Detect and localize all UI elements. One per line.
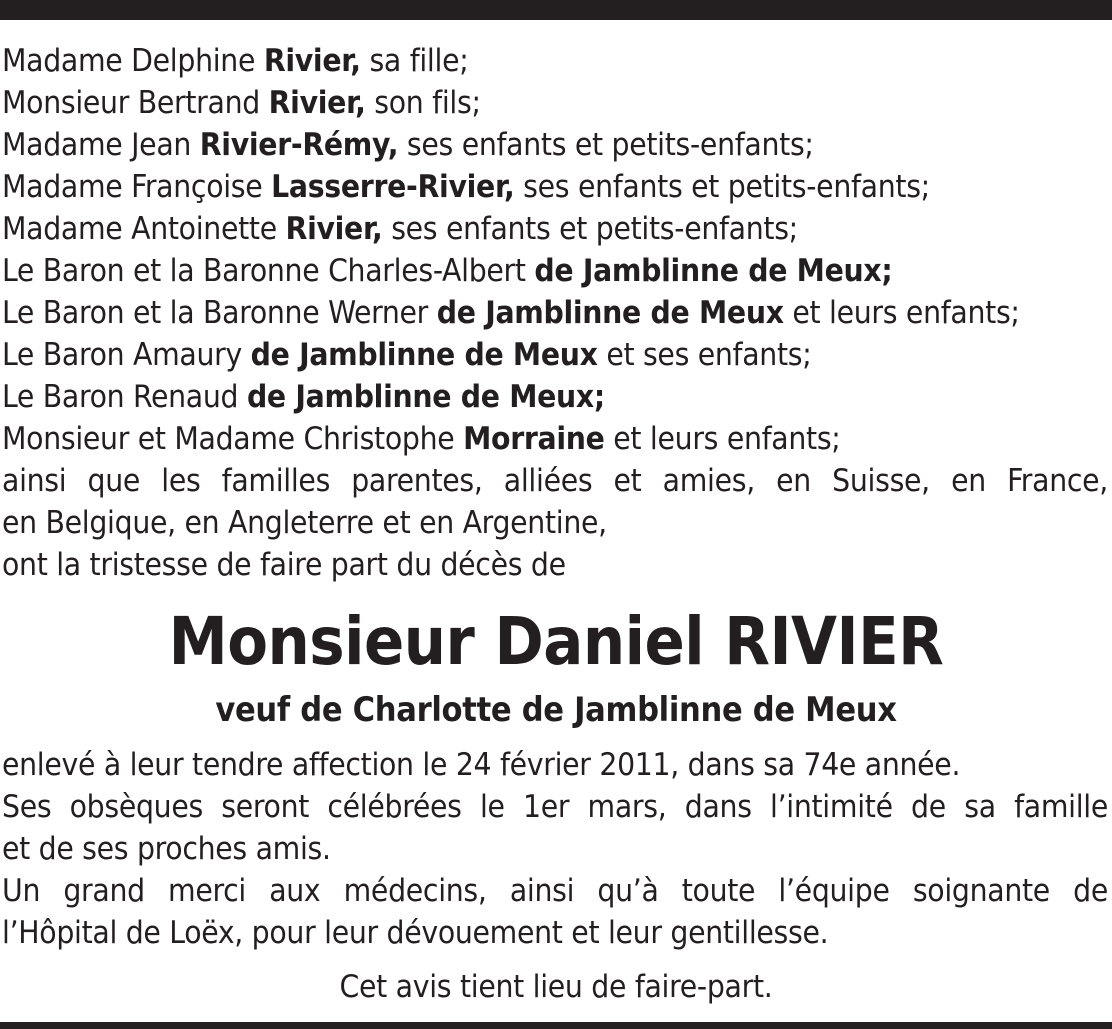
- notice-body: [2, 744, 1108, 954]
- family-name: Lasserre-Rivier,: [271, 169, 515, 205]
- family-line: Le Baron Amaury de Jamblinne de Meux et ses enfants;: [2, 337, 812, 373]
- family-name: Rivier,: [268, 85, 366, 121]
- family-line: Monsieur et Madame Christophe Morraine et leurs enfants;: [2, 421, 841, 457]
- family-line: Madame Antoinette Rivier, ses enfants et petits-enfants;: [2, 211, 798, 247]
- family-name: de Jamblinne de Meux: [250, 337, 598, 373]
- family-name: de Jamblinne de Meux: [436, 295, 784, 331]
- family-line: Le Baron et la Baronne Werner de Jamblinne de Meux et leurs enfants;: [2, 295, 1020, 331]
- family-line: Monsieur Bertrand Rivier, son fils;: [2, 85, 481, 121]
- body-line: Un grand merci aux médecins, ainsi qu’à toute l’équipe soignante de: [2, 873, 1108, 909]
- deceased-subtitle: veuf de Charlotte de Jamblinne de Meux: [215, 690, 897, 730]
- family-name: Rivier,: [263, 43, 361, 79]
- family-line: Madame Jean Rivier-Rémy, ses enfants et petits-enfants;: [2, 127, 814, 163]
- family-name: de Jamblinne de Meux;: [534, 253, 893, 289]
- deceased-name: Monsieur Daniel RIVIER: [168, 603, 944, 680]
- family-name: de Jamblinne de Meux;: [246, 379, 605, 415]
- family-line: Le Baron et la Baronne Charles-Albert de Jamblinne de Meux;: [2, 253, 893, 289]
- body-line: enlevé à leur tendre affection le 24 février 2011, dans sa 74e année.: [2, 747, 961, 783]
- family-name: Rivier,: [285, 211, 383, 247]
- intro-line: en Belgique, en Angleterre et en Argentine,: [2, 505, 607, 541]
- body-line: l’Hôpital de Loëx, pour leur dévouement et leur gentillesse.: [2, 915, 829, 951]
- bottom-rule: [0, 1022, 1112, 1029]
- family-line: Madame Delphine Rivier, sa fille;: [2, 43, 469, 79]
- top-rule: [0, 0, 1112, 20]
- intro-line: ont la tristesse de faire part du décès de: [2, 547, 566, 583]
- intro-line: ainsi que les familles parentes, alliées et amies, en Suisse, en France,: [2, 463, 1108, 499]
- body-line: Ses obsèques seront célébrées le 1er mars, dans l’intimité de sa famille: [2, 789, 1108, 825]
- family-line: Madame Françoise Lasserre-Rivier, ses enfants et petits-enfants;: [2, 169, 930, 205]
- family-name: Rivier-Rémy,: [199, 127, 399, 163]
- family-list: [2, 40, 1108, 586]
- closing-note: Cet avis tient lieu de faire-part.: [339, 969, 773, 1005]
- family-name: Morraine: [463, 421, 605, 457]
- family-line: Le Baron Renaud de Jamblinne de Meux;: [2, 379, 605, 415]
- body-line: et de ses proches amis.: [2, 831, 331, 867]
